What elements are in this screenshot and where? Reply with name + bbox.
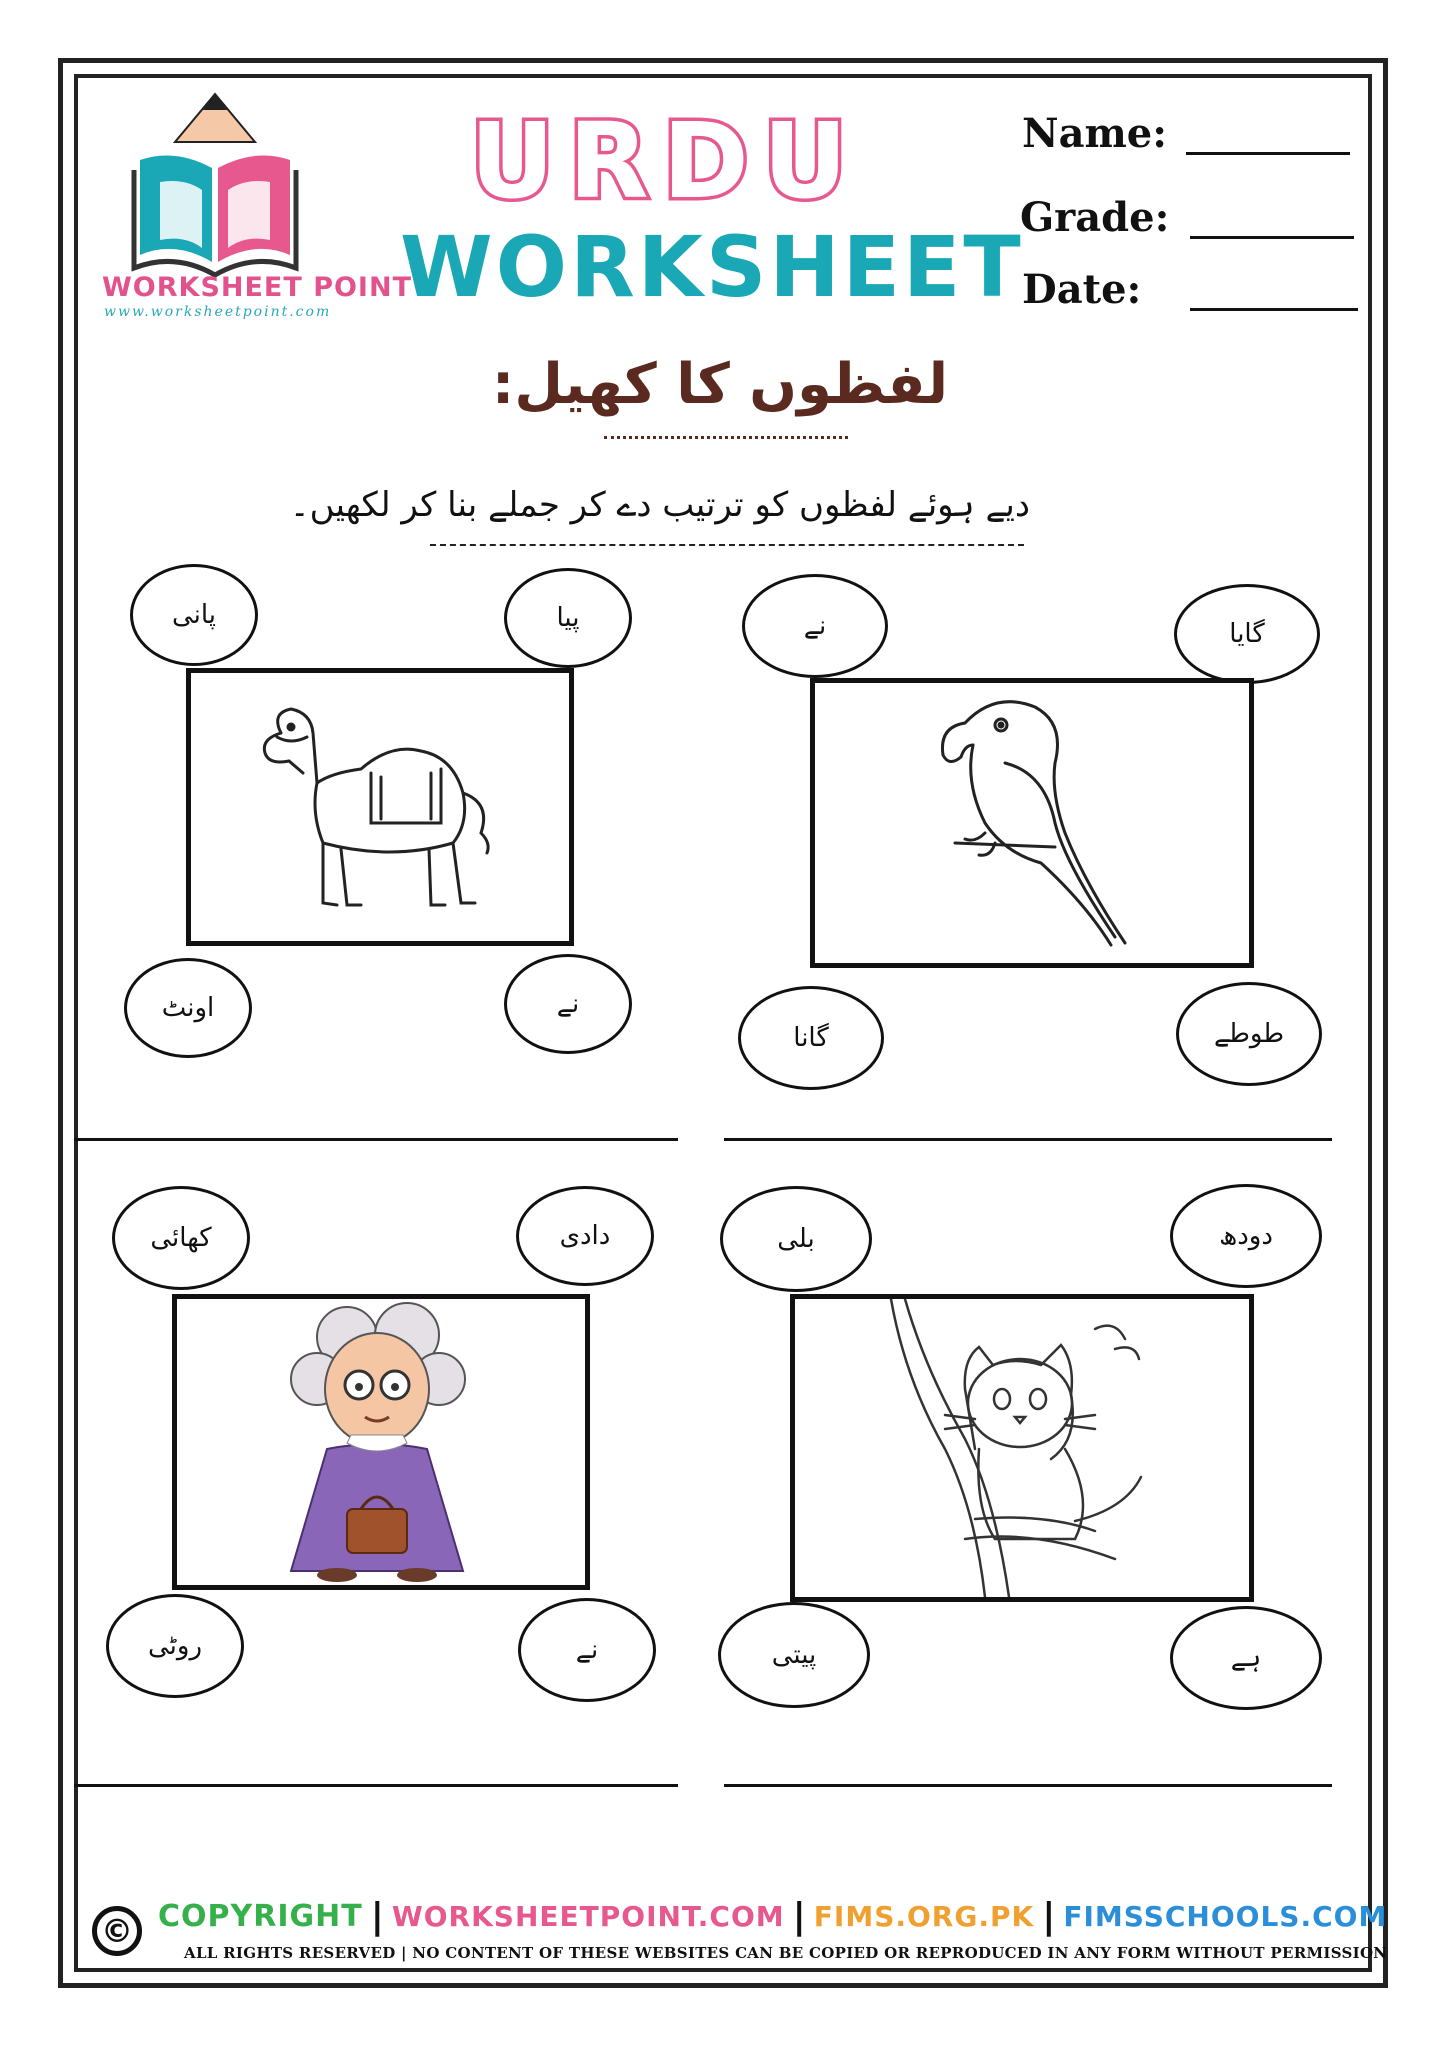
title-worksheet: WORKSHEET (400, 218, 1024, 316)
word-oval (718, 1602, 870, 1708)
word-oval (1176, 982, 1322, 1086)
footer-copyright: COPYRIGHT (158, 1899, 363, 1934)
title-urdu: URDU (470, 100, 862, 222)
date-line[interactable] (1190, 308, 1358, 311)
name-label: Name: (1022, 110, 1168, 157)
word-text: اونٹ (161, 993, 215, 1023)
word-text: روٹی (147, 1631, 203, 1661)
word-text: پانی (171, 600, 217, 630)
word-oval (518, 1598, 656, 1702)
answer-line[interactable] (74, 1138, 678, 1141)
logo-name: WORKSHEET POINT (102, 272, 412, 303)
footer-separator: | (370, 1896, 384, 1937)
logo-book-icon (130, 90, 300, 280)
word-oval (504, 954, 632, 1054)
logo-url: www.worksheetpoint.com (104, 304, 332, 320)
parrot-illustration (815, 683, 1249, 963)
word-text: کھائی (150, 1223, 212, 1253)
word-oval (1170, 1184, 1322, 1288)
word-text: گایا (1229, 619, 1265, 649)
word-oval (106, 1594, 244, 1698)
footer-separator: | (792, 1896, 806, 1937)
instruction: دیے ہوئے لفظوں کو ترتیب دے کر جملے بنا کر لکھیں۔ (289, 485, 1030, 525)
word-text: دادی (559, 1221, 611, 1251)
word-text: پیا (556, 603, 580, 633)
copyright-icon: © (92, 1906, 142, 1956)
word-text: بلی (777, 1224, 815, 1254)
word-oval (130, 564, 258, 666)
footer-separator: | (1042, 1896, 1056, 1937)
word-oval (516, 1186, 654, 1286)
camel-illustration (191, 673, 569, 941)
word-text: گانا (793, 1023, 829, 1053)
picture-box (790, 1294, 1254, 1602)
urdu-heading: لفظوں کا کھیل: (491, 352, 949, 417)
word-text: پیتی (771, 1640, 817, 1670)
word-text: نے (803, 611, 827, 641)
word-oval (504, 568, 632, 668)
word-oval (112, 1186, 250, 1290)
date-label: Date: (1022, 266, 1142, 313)
picture-box (810, 678, 1254, 968)
grandmother-illustration (177, 1299, 585, 1585)
word-text: طوطے (1213, 1019, 1285, 1049)
word-text: نے (556, 989, 580, 1019)
answer-line[interactable] (74, 1784, 678, 1787)
cat-illustration (795, 1299, 1249, 1597)
grade-line[interactable] (1190, 236, 1354, 239)
word-oval (1170, 1606, 1322, 1710)
footer-notice: ALL RIGHTS RESERVED | NO CONTENT OF THESE WEBSITES CAN BE COPIED OR REPRODUCED IN ANY FORM WITHOUT PERMISSION (184, 1944, 1388, 1962)
word-oval (1174, 584, 1320, 684)
heading-underline (604, 436, 848, 439)
word-text: دودھ (1219, 1221, 1273, 1251)
instruction-underline (430, 544, 1024, 546)
picture-box (172, 1294, 590, 1590)
word-oval (720, 1186, 872, 1292)
grade-label: Grade: (1020, 194, 1170, 241)
footer-site-worksheetpoint[interactable]: WORKSHEETPOINT.COM (391, 1900, 785, 1933)
footer-site-fims[interactable]: FIMS.ORG.PK (813, 1900, 1035, 1933)
word-text: نے (575, 1635, 599, 1665)
word-oval (742, 574, 888, 678)
footer-links (158, 1896, 1387, 1937)
word-text: ہے (1230, 1643, 1262, 1673)
footer-site-fimsschools[interactable]: FIMSSCHOOLS.COM (1063, 1900, 1388, 1933)
answer-line[interactable] (724, 1138, 1332, 1141)
name-line[interactable] (1186, 152, 1350, 155)
word-oval (738, 986, 884, 1090)
answer-line[interactable] (724, 1784, 1332, 1787)
word-oval (124, 958, 252, 1058)
picture-box (186, 668, 574, 946)
